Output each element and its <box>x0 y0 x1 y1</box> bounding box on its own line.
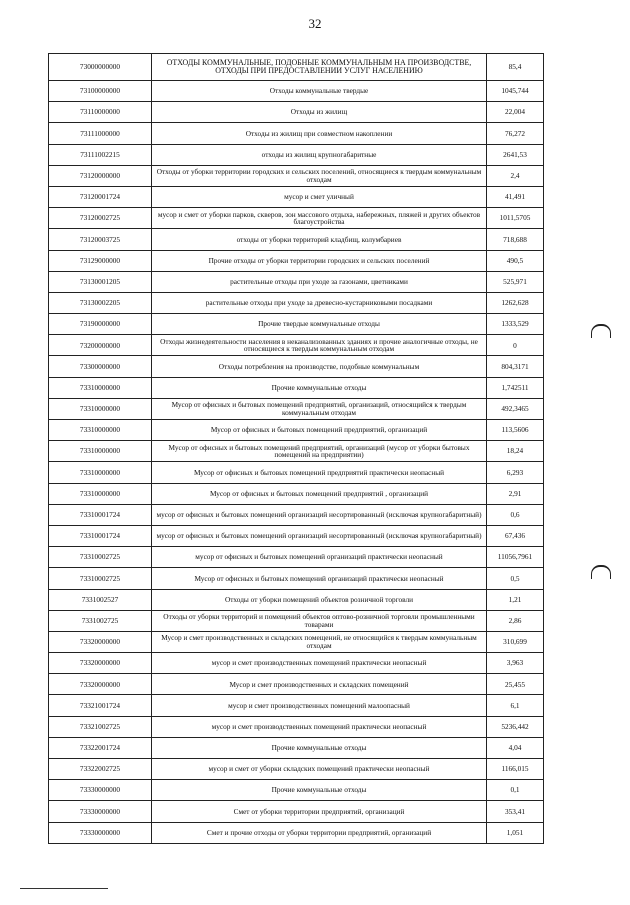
name-cell: Прочие отходы от уборки территории городских и сельских поселений <box>152 250 487 271</box>
code-cell: 73129000000 <box>49 250 152 271</box>
code-cell: 73190000000 <box>49 314 152 335</box>
value-cell: 1166,015 <box>487 759 544 780</box>
name-cell: мусор от офисных и бытовых помещений организаций практически неопасный <box>152 547 487 568</box>
code-cell: 7331002527 <box>49 589 152 610</box>
table-row <box>49 54 544 81</box>
table-row <box>49 441 544 462</box>
code-cell: 73120002725 <box>49 208 152 229</box>
table-row <box>49 314 544 335</box>
name-cell: Отходы потребления на производстве, подобные коммунальным <box>152 356 487 377</box>
table-row <box>49 780 544 801</box>
value-cell: 85,4 <box>487 54 544 81</box>
name-cell: растительные отходы при уходе за газонами, цветниками <box>152 271 487 292</box>
value-cell: 113,5606 <box>487 420 544 441</box>
name-cell: Смет и прочие отходы от уборки территории предприятий, организаций <box>152 822 487 843</box>
code-cell: 73330000000 <box>49 822 152 843</box>
code-cell: 73200000000 <box>49 335 152 356</box>
table-row <box>49 186 544 207</box>
value-cell: 1045,744 <box>487 81 544 102</box>
table-row <box>49 165 544 186</box>
name-cell: ОТХОДЫ КОММУНАЛЬНЫЕ, ПОДОБНЫЕ КОММУНАЛЬНЫМ НА ПРОИЗВОДСТВЕ, ОТХОДЫ ПРИ ПРЕДОСТАВЛЕНИИ УСЛУГ НАСЕЛЕНИЮ <box>152 54 487 81</box>
name-cell: Мусор от офисных и бытовых помещений предприятий , организаций <box>152 483 487 504</box>
value-cell: 22,004 <box>487 102 544 123</box>
margin-bracket-mark <box>591 324 611 338</box>
name-cell: отходы из жилищ крупногабаритные <box>152 144 487 165</box>
code-cell: 73130002205 <box>49 292 152 313</box>
value-cell: 804,3171 <box>487 356 544 377</box>
name-cell: Мусор от офисных и бытовых помещений предприятий, организаций, относящийся к твердым коммунальным отходам <box>152 398 487 419</box>
value-cell: 41,491 <box>487 186 544 207</box>
footnote-divider <box>20 888 108 889</box>
table-row <box>49 250 544 271</box>
value-cell: 490,5 <box>487 250 544 271</box>
table-row <box>49 81 544 102</box>
code-cell: 73320000000 <box>49 631 152 652</box>
code-cell: 73100000000 <box>49 81 152 102</box>
table-row <box>49 102 544 123</box>
table-row <box>49 144 544 165</box>
value-cell: 1,051 <box>487 822 544 843</box>
name-cell: отходы от уборки территорий кладбищ, колумбариев <box>152 229 487 250</box>
value-cell: 6,293 <box>487 462 544 483</box>
table-row <box>49 292 544 313</box>
name-cell: Прочие коммунальные отходы <box>152 377 487 398</box>
code-cell: 73321001724 <box>49 695 152 716</box>
table-row <box>49 398 544 419</box>
code-cell: 73310002725 <box>49 547 152 568</box>
table-row <box>49 674 544 695</box>
value-cell: 1,742511 <box>487 377 544 398</box>
code-cell: 73310001724 <box>49 504 152 525</box>
value-cell: 2,4 <box>487 165 544 186</box>
table-row <box>49 525 544 546</box>
name-cell: Мусор от офисных и бытовых помещений организаций практически неопасный <box>152 568 487 589</box>
value-cell: 718,688 <box>487 229 544 250</box>
name-cell: мусор и смет производственных помещений практически неопасный <box>152 653 487 674</box>
value-cell: 67,436 <box>487 525 544 546</box>
value-cell: 4,04 <box>487 737 544 758</box>
value-cell: 2,86 <box>487 610 544 631</box>
name-cell: мусор и смет производственных помещений практически неопасный <box>152 716 487 737</box>
value-cell: 11056,7961 <box>487 547 544 568</box>
code-cell: 73320000000 <box>49 653 152 674</box>
name-cell: Отходы из жилищ <box>152 102 487 123</box>
code-cell: 73111000000 <box>49 123 152 144</box>
value-cell: 3,963 <box>487 653 544 674</box>
code-cell: 73310002725 <box>49 568 152 589</box>
value-cell: 5236,442 <box>487 716 544 737</box>
table-row <box>49 377 544 398</box>
name-cell: Отходы от уборки помещений объектов розничной торговли <box>152 589 487 610</box>
value-cell: 0,1 <box>487 780 544 801</box>
table-row <box>49 631 544 652</box>
value-cell: 1011,5705 <box>487 208 544 229</box>
name-cell: Прочие коммунальные отходы <box>152 737 487 758</box>
name-cell: мусор от офисных и бытовых помещений организаций несортированный (исключая крупногабаритный) <box>152 525 487 546</box>
code-cell: 73322002725 <box>49 759 152 780</box>
table-row <box>49 208 544 229</box>
table-row <box>49 229 544 250</box>
code-cell: 73310000000 <box>49 441 152 462</box>
name-cell: мусор и смет от уборки складских помещений практически неопасный <box>152 759 487 780</box>
name-cell: мусор и смет от уборки парков, скверов, зон массового отдыха, набережных, пляжей и других объектов благоустройства <box>152 208 487 229</box>
value-cell: 25,455 <box>487 674 544 695</box>
page-number: 32 <box>308 16 322 31</box>
name-cell: Мусор и смет производственных и складских помещений <box>152 674 487 695</box>
value-cell: 1,21 <box>487 589 544 610</box>
name-cell: Отходы жизнедеятельности населения в неканализованных зданиях и прочие аналогичные отходы, не относящиеся к твердым коммунальным отходам <box>152 335 487 356</box>
value-cell: 18,24 <box>487 441 544 462</box>
name-cell: Отходы из жилищ при совместном накоплении <box>152 123 487 144</box>
table-row <box>49 123 544 144</box>
code-cell: 73130001205 <box>49 271 152 292</box>
code-cell: 73111002215 <box>49 144 152 165</box>
table-row <box>49 462 544 483</box>
table-row <box>49 335 544 356</box>
table-row <box>49 759 544 780</box>
code-cell: 73120003725 <box>49 229 152 250</box>
table-row <box>49 695 544 716</box>
code-cell: 73310000000 <box>49 377 152 398</box>
value-cell: 2,91 <box>487 483 544 504</box>
margin-bracket-mark <box>591 565 611 579</box>
code-cell: 73110000000 <box>49 102 152 123</box>
table-row <box>49 356 544 377</box>
table-row <box>49 568 544 589</box>
table-row <box>49 822 544 843</box>
name-cell: Прочие твердые коммунальные отходы <box>152 314 487 335</box>
name-cell: Отходы от уборки территории городских и сельских поселений, относящиеся к твердым коммунальным отходам <box>152 165 487 186</box>
code-cell: 73120001724 <box>49 186 152 207</box>
name-cell: Отходы коммунальные твердые <box>152 81 487 102</box>
value-cell: 0,6 <box>487 504 544 525</box>
code-cell: 73310000000 <box>49 483 152 504</box>
table-body <box>49 54 544 844</box>
name-cell: растительные отходы при уходе за древесно-кустарниковыми посадками <box>152 292 487 313</box>
value-cell: 492,3465 <box>487 398 544 419</box>
table-row <box>49 504 544 525</box>
code-cell: 73321002725 <box>49 716 152 737</box>
code-cell: 73310000000 <box>49 398 152 419</box>
code-cell: 73120000000 <box>49 165 152 186</box>
code-cell: 73310001724 <box>49 525 152 546</box>
value-cell: 6,1 <box>487 695 544 716</box>
name-cell: Отходы от уборки территорий и помещений объектов оптово-розничной торговли промышленными товарами <box>152 610 487 631</box>
value-cell: 2641,53 <box>487 144 544 165</box>
table-row <box>49 801 544 822</box>
table-row <box>49 716 544 737</box>
code-cell: 73000000000 <box>49 54 152 81</box>
code-cell: 73300000000 <box>49 356 152 377</box>
name-cell: Мусор от офисных и бытовых помещений предприятий, организаций <box>152 420 487 441</box>
value-cell: 353,41 <box>487 801 544 822</box>
waste-table <box>48 53 544 844</box>
code-cell: 7331002725 <box>49 610 152 631</box>
name-cell: Мусор и смет производственных и складских помещений, не относящийся к твердым коммунальным отходам <box>152 631 487 652</box>
name-cell: Мусор от офисных и бытовых помещений предприятий практически неопасный <box>152 462 487 483</box>
value-cell: 310,699 <box>487 631 544 652</box>
code-cell: 73310000000 <box>49 462 152 483</box>
name-cell: мусор и смет производственных помещений малоопасный <box>152 695 487 716</box>
code-cell: 73322001724 <box>49 737 152 758</box>
table-row <box>49 483 544 504</box>
code-cell: 73310000000 <box>49 420 152 441</box>
value-cell: 1333,529 <box>487 314 544 335</box>
table-row <box>49 547 544 568</box>
value-cell: 1262,628 <box>487 292 544 313</box>
code-cell: 73320000000 <box>49 674 152 695</box>
table-row <box>49 653 544 674</box>
value-cell: 525,971 <box>487 271 544 292</box>
name-cell: Прочие коммунальные отходы <box>152 780 487 801</box>
value-cell: 76,272 <box>487 123 544 144</box>
name-cell: мусор от офисных и бытовых помещений организаций несортированный (исключая крупногабаритный) <box>152 504 487 525</box>
name-cell: Смет от уборки территории предприятий, организаций <box>152 801 487 822</box>
name-cell: мусор и смет уличный <box>152 186 487 207</box>
name-cell: Мусор от офисных и бытовых помещений предприятий, организаций (мусор от уборки бытовых помещений на предприятии) <box>152 441 487 462</box>
code-cell: 73330000000 <box>49 801 152 822</box>
table-row <box>49 610 544 631</box>
table-row <box>49 420 544 441</box>
code-cell: 73330000000 <box>49 780 152 801</box>
table-row <box>49 737 544 758</box>
value-cell: 0,5 <box>487 568 544 589</box>
value-cell: 0 <box>487 335 544 356</box>
table-row <box>49 271 544 292</box>
table-row <box>49 589 544 610</box>
